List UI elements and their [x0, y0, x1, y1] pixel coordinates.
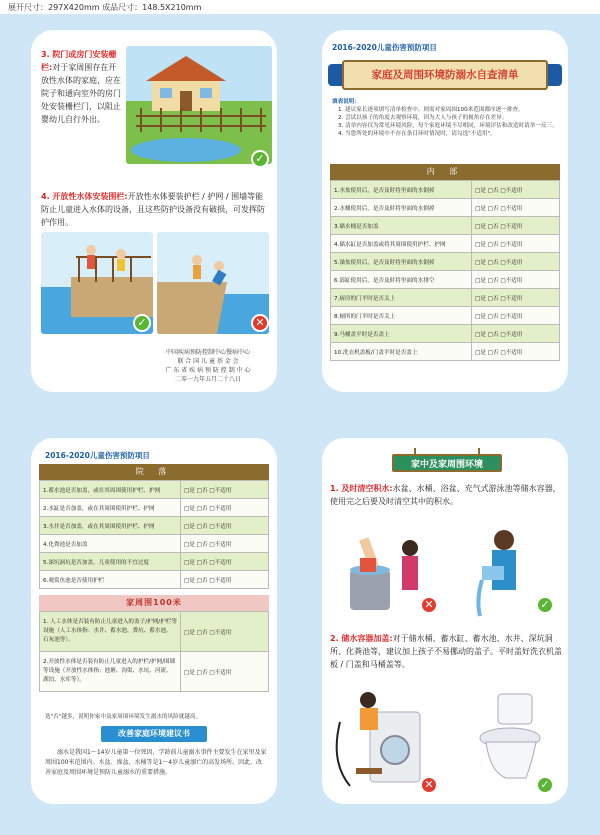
row-options[interactable]: □是 □否 □不适用 — [472, 235, 560, 253]
row-options[interactable]: □是 □否 □不适用 — [472, 289, 560, 307]
org-line: 中国疾病预防控制中心慢病中心 — [165, 349, 250, 356]
table-row — [331, 217, 560, 235]
row-options[interactable]: □是 □否 □不适用 — [472, 217, 560, 235]
row-options[interactable]: □是 □否 □不适用 — [181, 535, 269, 553]
panel-yard-checklist — [31, 438, 277, 804]
item2-title: 2. 储水容器加盖: — [330, 634, 393, 643]
row-label: 8.厕所的门平时是否关上 — [331, 307, 472, 325]
row-label: 1.水盆使用后，是否及时将里面的水倒掉 — [331, 181, 472, 199]
home-banner — [392, 448, 502, 474]
row-label: 3.水井是否加盖，或在其周围使用护栏、护网 — [40, 517, 181, 535]
item4-title: 4. 开放性水体安装围栏: — [41, 192, 128, 201]
instructions — [332, 98, 560, 138]
table-row — [40, 553, 269, 571]
item3-text: 对于家周围存在开放性水体的家庭，应在院子和通向室外的房门处安装栅栏门，以阻止婴幼儿自行外出。 — [41, 63, 121, 124]
advice-text: 溺水是我国1～14岁儿童第一位死因，学龄前儿童溺水事件主要发生在家里及家周围100米范围内。水盆、澡盆、水桶等是1～4岁儿童溺亡的高发场所。因此，改善家庭及周围环境是预防儿童溺水的重要措施。 — [45, 749, 267, 776]
instruction-line: 3. 清单内容仅为常见环境风险，每个家庭环境不尽相同，环境评估和改造时请举一反三。 — [338, 123, 558, 129]
item4-text: 开放性水体要装护栏 / 护网 / 围墙等能防止儿童进入水体的设备，且这些防护设备没有破损，可发挥防护作用。 — [41, 192, 265, 227]
row-options[interactable]: □是 □否 □不适用 — [472, 307, 560, 325]
panel-fences — [31, 30, 277, 392]
instructions-heading: 填表说明： — [332, 99, 360, 105]
table-row — [331, 343, 560, 361]
row-label: 10.洗衣机盖板/门盖平时是否盖上 — [331, 343, 472, 361]
table-row — [40, 652, 269, 692]
row-label: 5.深坑洞坑是否加盖，儿童使用的不宜过度 — [40, 553, 181, 571]
item2-text: 对于储水桶、蓄水缸、蓄水池、水井、深坑洞所、化粪池等，建议加上孩子不易挪动的盖子。平时盖好洗衣机盖板 / 门盖和马桶盖等。 — [330, 634, 562, 669]
checklist-title: 家庭及周围环境防溺水自查清单 — [342, 60, 548, 90]
org-line: 广 东 省 疾 病 预 防 控 制 中 心 — [165, 367, 251, 374]
item1-block — [330, 482, 562, 508]
top-dimensions-bar: 展开尺寸：297X420mm 成品尺寸：148.5X210mm — [0, 0, 600, 14]
panel-home-environment — [322, 438, 568, 804]
row-label: 6.浴缸使用后，是否及时将里面的水排空 — [331, 271, 472, 289]
row-label: 7.厨房的门平时是否关上 — [331, 289, 472, 307]
row-label: 9.马桶盖平时是否盖上 — [331, 325, 472, 343]
row-label: 4.化粪池是否加盖 — [40, 535, 181, 553]
table-row — [40, 517, 269, 535]
check-icon: ✓ — [536, 776, 554, 794]
project-label: 2016-2020儿童伤害预防项目 — [45, 451, 150, 460]
row-label: 4.储水缸是否加盖或将其周围使用护栏、护网 — [331, 235, 472, 253]
org-line: 联 合 国 儿 童 基 金 会 — [177, 358, 239, 365]
row-options[interactable]: □是 □否 □不适用 — [181, 652, 269, 692]
cross-icon: ✕ — [251, 314, 269, 332]
org-date: 二零一九年五月二十八日 — [174, 376, 241, 383]
row-options[interactable]: □是 □否 □不适用 — [181, 612, 269, 652]
table-row — [331, 307, 560, 325]
item4-block — [41, 190, 269, 229]
row-options[interactable]: □是 □否 □不适用 — [472, 199, 560, 217]
project-label: 2016-2020儿童伤害预防项目 — [332, 43, 437, 52]
table-row — [331, 325, 560, 343]
table-row — [40, 499, 269, 517]
section-header-yard: 院 落 — [39, 464, 269, 480]
check-icon: ✓ — [251, 150, 269, 168]
indoor-table — [330, 164, 560, 361]
row-label: 2.开放性水体是否装有防止儿童进入的护栏/护网/围墙等设施（开放性水体指：池塘、沟渠、水坑、河流、湖泊、水库等）。 — [40, 652, 181, 692]
row-options[interactable]: □是 □否 □不适用 — [181, 553, 269, 571]
instruction-line: 4. 当您所处的环境中不存在条目环时情况时，请勾选"不适用"。 — [338, 131, 496, 137]
instruction-line: 1. 建议家长逐项填写清单检查中、则需对家周围100米范围都序逐一排查。 — [338, 107, 524, 113]
cross-icon: ✕ — [420, 596, 438, 614]
check-icon: ✓ — [536, 596, 554, 614]
row-label: 5.澡盆使用后，是否及时将里面的水倒掉 — [331, 253, 472, 271]
table-row — [331, 181, 560, 199]
item3-title: 3. 院门或房门安装栅栏: — [41, 50, 117, 72]
table-row — [40, 481, 269, 499]
check-icon: ✓ — [133, 314, 151, 332]
row-label: 1.蓄水池是否加盖，或在其周围使用护栏、护网 — [40, 481, 181, 499]
table-row — [40, 571, 269, 589]
table-row — [331, 289, 560, 307]
table-row — [331, 199, 560, 217]
row-label: 2.水桶使用后，是否及时将里面的水倒掉 — [331, 199, 472, 217]
row-options[interactable]: □是 □否 □不适用 — [181, 481, 269, 499]
cross-icon: ✕ — [420, 776, 438, 794]
house-fence-illustration — [126, 46, 272, 164]
section-header-surroundings: 家周围100米 — [39, 595, 269, 611]
item2-block — [330, 632, 562, 671]
home-banner-title: 家中及家周围环境 — [392, 454, 502, 472]
table-row — [331, 235, 560, 253]
item1-text: 水盆、水桶、浴盆、充气式游泳池等储水容器，使用完之后要及时清空其中的积水。 — [330, 484, 561, 506]
row-label: 6.观赏鱼池是否使用护栏 — [40, 571, 181, 589]
row-label: 2.水缸是否加盖，或在其周围使用护栏、护网 — [40, 499, 181, 517]
table-row — [331, 253, 560, 271]
row-options[interactable]: □是 □否 □不适用 — [472, 325, 560, 343]
risk-note: 选"否"越多，说明你家中及家周围环境发生溺水的风险就越高。 — [45, 714, 202, 720]
row-options[interactable]: □是 □否 □不适用 — [472, 253, 560, 271]
item1-title: 1. 及时清空积水: — [330, 484, 393, 493]
row-options[interactable]: □是 □否 □不适用 — [181, 499, 269, 517]
row-options[interactable]: □是 □否 □不适用 — [181, 571, 269, 589]
yard-table — [39, 464, 269, 692]
instruction-line: 2. 尝试以孩子的角度去观察环境，因为大人与孩子的视角存在差异。 — [338, 115, 508, 121]
row-options[interactable]: □是 □否 □不适用 — [472, 343, 560, 361]
row-label: 1. 人工水体是否装有防止儿童进入的盖子/护网/护栏等设施（人工水体指：水井、蓄水池、粪坑、蓄水池、石灰池等）。 — [40, 612, 181, 652]
table-row — [40, 535, 269, 553]
row-options[interactable]: □是 □否 □不适用 — [472, 181, 560, 199]
panel-indoor-checklist — [322, 30, 568, 392]
table-row — [331, 271, 560, 289]
advice-title: 改善家庭环境建议书 — [101, 726, 207, 742]
row-options[interactable]: □是 □否 □不适用 — [181, 517, 269, 535]
section-header-indoor: 内 部 — [330, 164, 560, 180]
item3-block — [41, 48, 121, 126]
table-row — [40, 612, 269, 652]
organization-list — [143, 348, 273, 384]
row-options[interactable]: □是 □否 □不适用 — [472, 271, 560, 289]
title-scroll — [328, 58, 562, 92]
row-label: 3.储水桶是否加盖 — [331, 217, 472, 235]
